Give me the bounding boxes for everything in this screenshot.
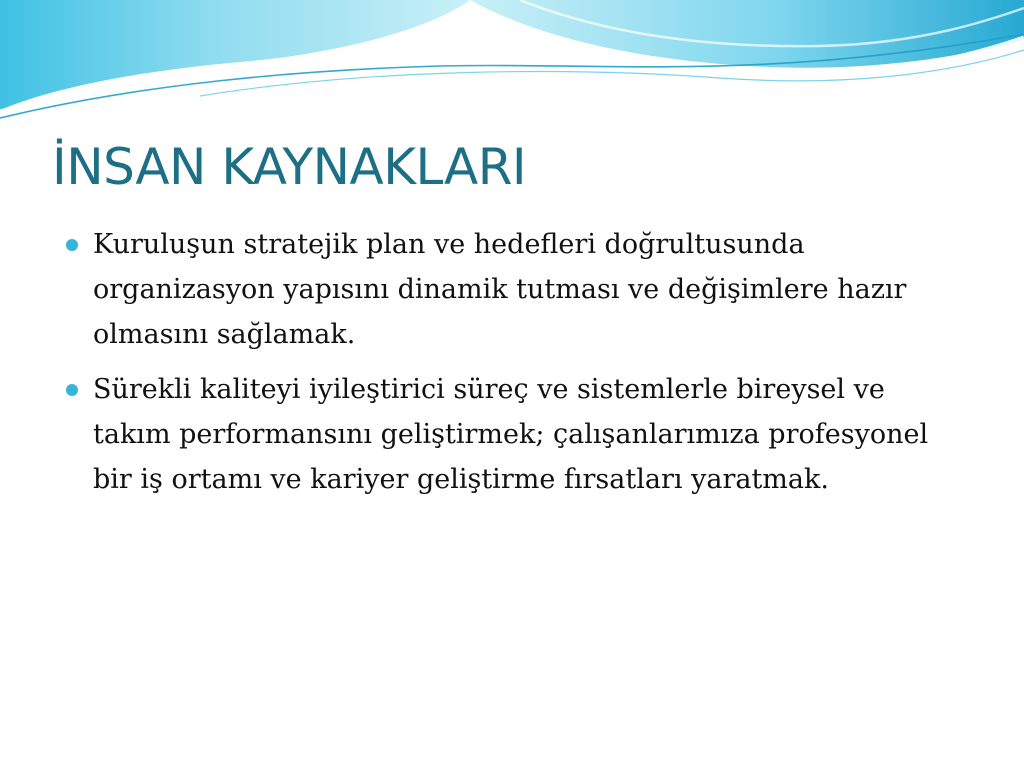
- bullet-dot-icon: [66, 239, 78, 251]
- bullet-text: Sürekli kaliteyi iyileştirici süreç ve sistemlerle bireysel ve takım performansını geliştirmek; çalışanlarımıza profesyonel bir iş ortamı ve kariyer geliştirme fırsatları yaratmak.: [93, 374, 929, 495]
- wave-header-decoration: [0, 0, 1024, 130]
- bullet-text: Kuruluşun stratejik plan ve hedefleri doğrultusunda organizasyon yapısını dinamik tutması ve değişimlere hazır olmasını sağlamak.: [93, 229, 907, 350]
- bullet-item: [66, 367, 966, 502]
- bullet-dot-icon: [66, 384, 78, 396]
- bullet-list: [66, 222, 966, 512]
- bullet-item: [66, 222, 966, 357]
- slide-title: İNSAN KAYNAKLARI: [52, 138, 527, 196]
